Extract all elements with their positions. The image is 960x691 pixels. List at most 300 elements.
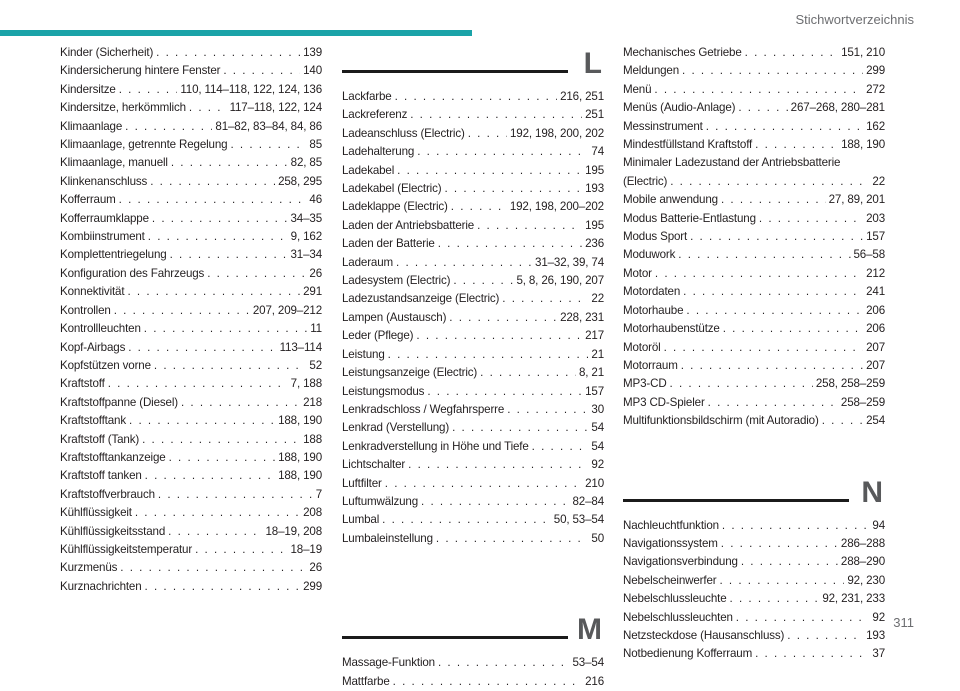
- leader-dots: [417, 143, 588, 161]
- leader-dots: [388, 346, 589, 364]
- index-term: Modus Sport: [623, 230, 688, 244]
- index-pages: 291: [303, 285, 322, 299]
- leader-dots: [722, 517, 869, 535]
- leader-dots: [480, 364, 576, 382]
- leader-dots: [449, 309, 557, 327]
- index-term: Ladekabel: [342, 163, 395, 177]
- index-pages: 193: [866, 628, 885, 642]
- leader-dots: [410, 106, 582, 124]
- index-entry: [342, 364, 604, 382]
- index-pages: 206: [866, 322, 885, 336]
- index-entry: [623, 357, 885, 375]
- index-group-m-continued: [623, 44, 885, 154]
- index-term: Klinkenanschluss: [60, 174, 148, 188]
- index-entry: [60, 394, 322, 412]
- index-term: Kühlflüssigkeit: [60, 506, 132, 520]
- index-entry: [60, 246, 322, 264]
- index-entry: [60, 375, 322, 393]
- index-pages: 117–118, 122, 124: [229, 101, 322, 115]
- index-term: Navigationsverbindung: [623, 555, 738, 569]
- leader-dots: [125, 118, 212, 136]
- index-entry-wrapped: Minimaler Ladezustand der Antriebsbatterie: [623, 156, 841, 170]
- index-term: Nebelschlussleuchte: [623, 592, 727, 606]
- index-pages: 188, 190: [278, 414, 322, 428]
- index-entry: [623, 173, 885, 191]
- index-pages: 37: [872, 647, 885, 661]
- leader-dots: [755, 136, 838, 154]
- index-pages: 228, 231: [560, 310, 604, 324]
- index-term: Kombiinstrument: [60, 230, 145, 244]
- index-term: Kontrollleuchten: [60, 322, 141, 336]
- index-pages: 34–35: [290, 211, 322, 225]
- index-entry: [60, 62, 322, 80]
- index-term: Motorraum: [623, 358, 678, 372]
- index-entry: [60, 283, 322, 301]
- index-term: Kurzmenüs: [60, 561, 118, 575]
- index-entry: [623, 339, 885, 357]
- index-pages: 162: [866, 119, 885, 133]
- leader-dots: [152, 210, 288, 228]
- index-term: Luftfilter: [342, 476, 382, 490]
- index-entry: [60, 302, 322, 320]
- index-term: Lenkradschloss / Wegfahrsperre: [342, 402, 505, 416]
- index-column-1: [60, 44, 322, 596]
- index-term: Kinder (Sicherheit): [60, 46, 154, 59]
- index-entry: [60, 578, 322, 596]
- index-term: Motorhaube: [623, 303, 684, 317]
- index-entry: [623, 191, 885, 209]
- index-pages: 139: [303, 46, 322, 59]
- index-pages: 218: [303, 395, 322, 409]
- index-entry: [60, 320, 322, 338]
- leader-dots: [154, 357, 306, 375]
- index-pages: 92, 231, 233: [822, 592, 885, 606]
- leader-dots: [148, 228, 288, 246]
- letter-n: N: [861, 475, 883, 509]
- index-term: Konnektivität: [60, 285, 125, 299]
- index-entry: [60, 210, 322, 228]
- index-entry: [342, 143, 604, 161]
- index-pages: 188, 190: [841, 138, 885, 152]
- leader-dots: [171, 154, 288, 172]
- leader-dots: [719, 572, 844, 590]
- index-pages: 54: [591, 439, 604, 453]
- index-entry: [342, 198, 604, 216]
- header-accent-bar: [0, 30, 472, 36]
- index-term: Kopf-Airbags: [60, 340, 126, 354]
- index-term: Kindersicherung hintere Fenster: [60, 64, 221, 78]
- leader-dots: [477, 217, 582, 235]
- index-pages: 18–19: [290, 542, 322, 556]
- index-pages: 258, 295: [278, 174, 322, 188]
- leader-dots: [507, 401, 588, 419]
- index-pages: 140: [303, 64, 322, 78]
- leader-dots: [108, 375, 288, 393]
- index-term: MP3 CD-Spieler: [623, 395, 705, 409]
- index-term: Ladehalterung: [342, 145, 415, 159]
- leader-dots: [723, 320, 863, 338]
- leader-dots: [690, 228, 863, 246]
- letter-m: M: [577, 613, 602, 647]
- index-term: Luftumwälzung: [342, 494, 419, 508]
- index-term: Motorhaubenstütze: [623, 322, 720, 336]
- index-entry: [342, 309, 604, 327]
- leader-dots: [681, 357, 863, 375]
- index-pages: 258–259: [840, 395, 885, 409]
- index-entry: [342, 673, 604, 691]
- leader-dots: [150, 173, 275, 191]
- leader-dots: [664, 339, 863, 357]
- index-pages: 81–82, 83–84, 84, 86: [215, 119, 322, 133]
- leader-dots: [654, 81, 863, 99]
- leader-dots: [223, 62, 300, 80]
- leader-dots: [682, 62, 863, 80]
- index-pages: 22: [872, 174, 885, 188]
- index-entry: [60, 486, 322, 504]
- leader-dots: [145, 578, 301, 596]
- index-pages: 216, 251: [560, 90, 604, 103]
- index-entry: [60, 191, 322, 209]
- leader-dots: [738, 99, 787, 117]
- index-term: Leistungsanzeige (Electric): [342, 366, 478, 380]
- index-pages: 46: [309, 193, 322, 207]
- index-pages: 212: [866, 266, 885, 280]
- index-entry: [342, 438, 604, 456]
- index-pages: 82, 85: [290, 156, 322, 170]
- leader-dots: [230, 136, 306, 154]
- index-pages: 9, 162: [290, 230, 322, 244]
- index-pages: 11: [310, 322, 322, 336]
- index-pages: 85: [309, 138, 322, 152]
- index-term: Nebelschlussleuchten: [623, 610, 733, 624]
- index-pages: 251: [585, 108, 604, 122]
- leader-dots: [787, 627, 863, 645]
- index-entry: [342, 419, 604, 437]
- index-entry: [623, 210, 885, 228]
- index-term: Mechanisches Getriebe: [623, 46, 742, 59]
- index-entry: [623, 265, 885, 283]
- leader-dots: [759, 210, 863, 228]
- index-pages: 5, 8, 26, 190, 207: [516, 274, 604, 288]
- index-term: Meldungen: [623, 64, 680, 78]
- index-entry: [60, 412, 322, 430]
- leader-dots: [395, 88, 557, 106]
- index-entry: [623, 302, 885, 320]
- index-term: MP3-CD: [623, 377, 667, 391]
- leader-dots: [438, 235, 582, 253]
- index-term: Komplettentriegelung: [60, 248, 167, 262]
- index-entry: [60, 431, 322, 449]
- index-term: Messinstrument: [623, 119, 703, 133]
- index-term: Kraftstofftankanzeige: [60, 450, 166, 464]
- leader-dots: [745, 44, 838, 62]
- index-pages: 192, 198, 200, 202: [509, 126, 604, 140]
- index-entry: [342, 125, 604, 143]
- index-pages: 241: [866, 285, 885, 299]
- index-pages: 207: [866, 340, 885, 354]
- index-entry: [342, 106, 604, 124]
- leader-dots: [655, 265, 863, 283]
- index-entry: [342, 272, 604, 290]
- index-entry: [623, 535, 885, 553]
- index-entry: [60, 154, 322, 172]
- leader-dots: [127, 283, 300, 301]
- leader-dots: [683, 283, 863, 301]
- index-pages: 217: [585, 329, 604, 343]
- leader-dots: [721, 535, 838, 553]
- index-pages: 193: [585, 182, 604, 196]
- index-entry: [60, 173, 322, 191]
- index-entry: [623, 118, 885, 136]
- index-entry: [342, 475, 604, 493]
- index-term: Klimaanlage: [60, 119, 123, 133]
- index-term: Laden der Batterie: [342, 237, 435, 251]
- index-entry: [60, 99, 322, 117]
- index-pages: 299: [303, 579, 322, 593]
- index-pages: 188, 190: [278, 450, 322, 464]
- index-group-m-more: [623, 191, 885, 430]
- index-term: Modus Batterie-Entlastung: [623, 211, 756, 225]
- index-entry: [623, 136, 885, 154]
- index-group-n: [623, 517, 885, 664]
- leader-dots: [408, 456, 588, 474]
- index-term: Motordaten: [623, 285, 681, 299]
- leader-dots: [427, 383, 582, 401]
- index-pages: 31–34: [290, 248, 322, 262]
- index-term: Klimaanlage, getrennte Regelung: [60, 138, 228, 152]
- index-entry: [342, 290, 604, 308]
- leader-dots: [128, 339, 276, 357]
- index-term: Ladeanschluss (Electric): [342, 126, 465, 140]
- leader-dots: [119, 191, 307, 209]
- index-entry: [60, 559, 322, 577]
- index-term: Lackreferenz: [342, 108, 408, 122]
- index-pages: 26: [309, 561, 322, 575]
- letter-heading-l: [342, 44, 604, 88]
- index-pages: 195: [585, 218, 604, 232]
- index-term: Leistung: [342, 347, 385, 361]
- index-entry: [342, 88, 604, 106]
- index-term: Kühlflüssigkeitstemperatur: [60, 542, 193, 556]
- index-entry: [623, 412, 885, 430]
- leader-dots: [145, 467, 275, 485]
- letter-heading-m: [342, 610, 604, 654]
- leader-dots: [706, 118, 863, 136]
- leader-dots: [168, 523, 262, 541]
- index-entry: [342, 493, 604, 511]
- leader-dots: [195, 541, 287, 559]
- index-pages: 30: [591, 402, 604, 416]
- index-pages: 236: [585, 237, 604, 251]
- index-pages: 207, 209–212: [252, 303, 322, 317]
- index-pages: 8, 21: [578, 366, 604, 380]
- index-entry: [342, 530, 604, 548]
- index-term: Ladekabel (Electric): [342, 182, 442, 196]
- index-pages: 272: [866, 82, 885, 96]
- index-term: Nachleuchtfunktion: [623, 518, 719, 532]
- index-entry: [623, 375, 885, 393]
- index-term: Kofferraum: [60, 193, 116, 207]
- leader-dots: [444, 180, 582, 198]
- leader-dots: [156, 44, 300, 62]
- index-entry: [342, 511, 604, 529]
- index-term: Lenkrad (Verstellung): [342, 421, 450, 435]
- letter-rule: [342, 636, 568, 639]
- index-pages: 94: [872, 518, 885, 532]
- index-entry: [623, 283, 885, 301]
- index-pages: 192, 198, 200–202: [509, 200, 604, 214]
- leader-dots: [686, 302, 863, 320]
- index-term: Lackfarbe: [342, 90, 392, 103]
- index-entry: [623, 81, 885, 99]
- leader-dots: [421, 493, 569, 511]
- leader-dots: [189, 99, 227, 117]
- index-pages: 208: [303, 506, 322, 520]
- section-title: Stichwortverzeichnis: [795, 12, 914, 27]
- page-number: 311: [893, 615, 914, 630]
- index-pages: 188, 190: [278, 469, 322, 483]
- index-entry: [342, 654, 604, 672]
- index-pages: 203: [866, 211, 885, 225]
- index-term: Kopfstützen vorne: [60, 358, 151, 372]
- leader-dots: [721, 191, 826, 209]
- leader-dots: [397, 162, 582, 180]
- leader-dots: [142, 431, 300, 449]
- letter-l: L: [583, 47, 602, 80]
- index-term: Ladeklappe (Electric): [342, 200, 448, 214]
- index-pages: 157: [585, 384, 604, 398]
- index-pages: 56–58: [853, 248, 885, 262]
- index-entry: [60, 265, 322, 283]
- leader-dots: [119, 81, 178, 99]
- leader-dots: [438, 654, 570, 672]
- index-pages: 74: [591, 145, 604, 159]
- index-pages: 207: [866, 358, 885, 372]
- index-term: Lampen (Austausch): [342, 310, 447, 324]
- index-entry: [60, 523, 322, 541]
- index-term: Lichtschalter: [342, 458, 406, 472]
- index-term: Konfiguration des Fahrzeugs: [60, 266, 205, 280]
- index-term: Motoröl: [623, 340, 661, 354]
- index-term: Menüs (Audio-Anlage): [623, 101, 736, 115]
- index-pages: 151, 210: [841, 46, 885, 59]
- leader-dots: [382, 511, 551, 529]
- index-term: Nebelscheinwerfer: [623, 573, 717, 587]
- leader-dots: [436, 530, 588, 548]
- leader-dots: [468, 125, 507, 143]
- index-pages: 157: [866, 230, 885, 244]
- index-column-3: [623, 44, 885, 664]
- index-pages: 18–19, 208: [265, 524, 322, 538]
- leader-dots: [416, 327, 582, 345]
- index-term: Kraftstoff tanken: [60, 469, 142, 483]
- index-entry: [60, 81, 322, 99]
- index-entry: [342, 327, 604, 345]
- index-term: Mindestfüllstand Kraftstoff: [623, 138, 753, 152]
- letter-heading-n: [623, 473, 885, 517]
- index-entry: [623, 627, 885, 645]
- leader-dots: [736, 609, 870, 627]
- index-term: Lumbal: [342, 513, 380, 527]
- index-entry: [60, 44, 322, 62]
- leader-dots: [169, 449, 276, 467]
- index-pages: 27, 89, 201: [828, 193, 885, 207]
- index-pages: 92: [872, 610, 885, 624]
- index-entry: [623, 320, 885, 338]
- index-term: Notbedienung Kofferraum: [623, 647, 753, 661]
- index-pages: 21: [591, 347, 604, 361]
- index-term: Menü: [623, 82, 652, 96]
- leader-dots: [678, 246, 850, 264]
- index-term: Kofferraumklappe: [60, 211, 149, 225]
- leader-dots: [393, 673, 582, 691]
- leader-dots: [670, 173, 869, 191]
- index-pages: 254: [866, 414, 885, 428]
- index-pages: 299: [866, 64, 885, 78]
- index-pages: 50, 53–54: [553, 513, 604, 527]
- index-term: Moduwork: [623, 248, 676, 262]
- index-term: Kraftstofftank: [60, 414, 126, 428]
- index-entry: [60, 449, 322, 467]
- leader-dots: [158, 486, 313, 504]
- index-term: Navigationssystem: [623, 536, 718, 550]
- leader-dots: [452, 419, 588, 437]
- index-entry: [342, 383, 604, 401]
- index-pages: 286–288: [840, 536, 885, 550]
- index-pages: 288–290: [840, 555, 885, 569]
- index-pages: 267–268, 280–281: [790, 101, 885, 115]
- leader-dots: [114, 302, 250, 320]
- index-entry: [623, 517, 885, 535]
- index-pages: 53–54: [572, 656, 604, 670]
- leader-dots: [120, 559, 306, 577]
- leader-dots: [708, 394, 838, 412]
- index-term: Leder (Pflege): [342, 329, 414, 343]
- leader-dots: [453, 272, 513, 290]
- letter-rule: [342, 70, 568, 73]
- index-term: Ladezustandsanzeige (Electric): [342, 292, 500, 306]
- index-pages: 22: [591, 292, 604, 306]
- index-entry: [623, 99, 885, 117]
- index-pages: 50: [591, 531, 604, 545]
- index-term: Lenkradverstellung in Höhe und Tiefe: [342, 439, 529, 453]
- index-pages: 92: [591, 458, 604, 472]
- index-pages: 7: [315, 487, 322, 501]
- index-entry: [623, 44, 885, 62]
- leader-dots: [532, 438, 589, 456]
- index-pages: 31–32, 39, 74: [535, 255, 604, 269]
- index-entry: [623, 228, 885, 246]
- index-group-m: [342, 654, 604, 691]
- index-term: Massage-Funktion: [342, 656, 435, 670]
- leader-dots: [129, 412, 275, 430]
- index-term: Kindersitze: [60, 82, 116, 96]
- index-term: Kraftstoffpanne (Diesel): [60, 395, 178, 409]
- leader-dots: [451, 198, 507, 216]
- index-pages: 216: [585, 674, 604, 688]
- index-entry: [342, 217, 604, 235]
- index-entry: [623, 609, 885, 627]
- index-entry: [60, 541, 322, 559]
- index-pages: 52: [309, 358, 322, 372]
- index-term: Ladesystem (Electric): [342, 274, 451, 288]
- index-term: Kurznachrichten: [60, 579, 142, 593]
- index-entry: [623, 394, 885, 412]
- index-entry: [60, 118, 322, 136]
- index-term: Mattfarbe: [342, 674, 390, 688]
- index-entry: [60, 357, 322, 375]
- index-pages: 195: [585, 163, 604, 177]
